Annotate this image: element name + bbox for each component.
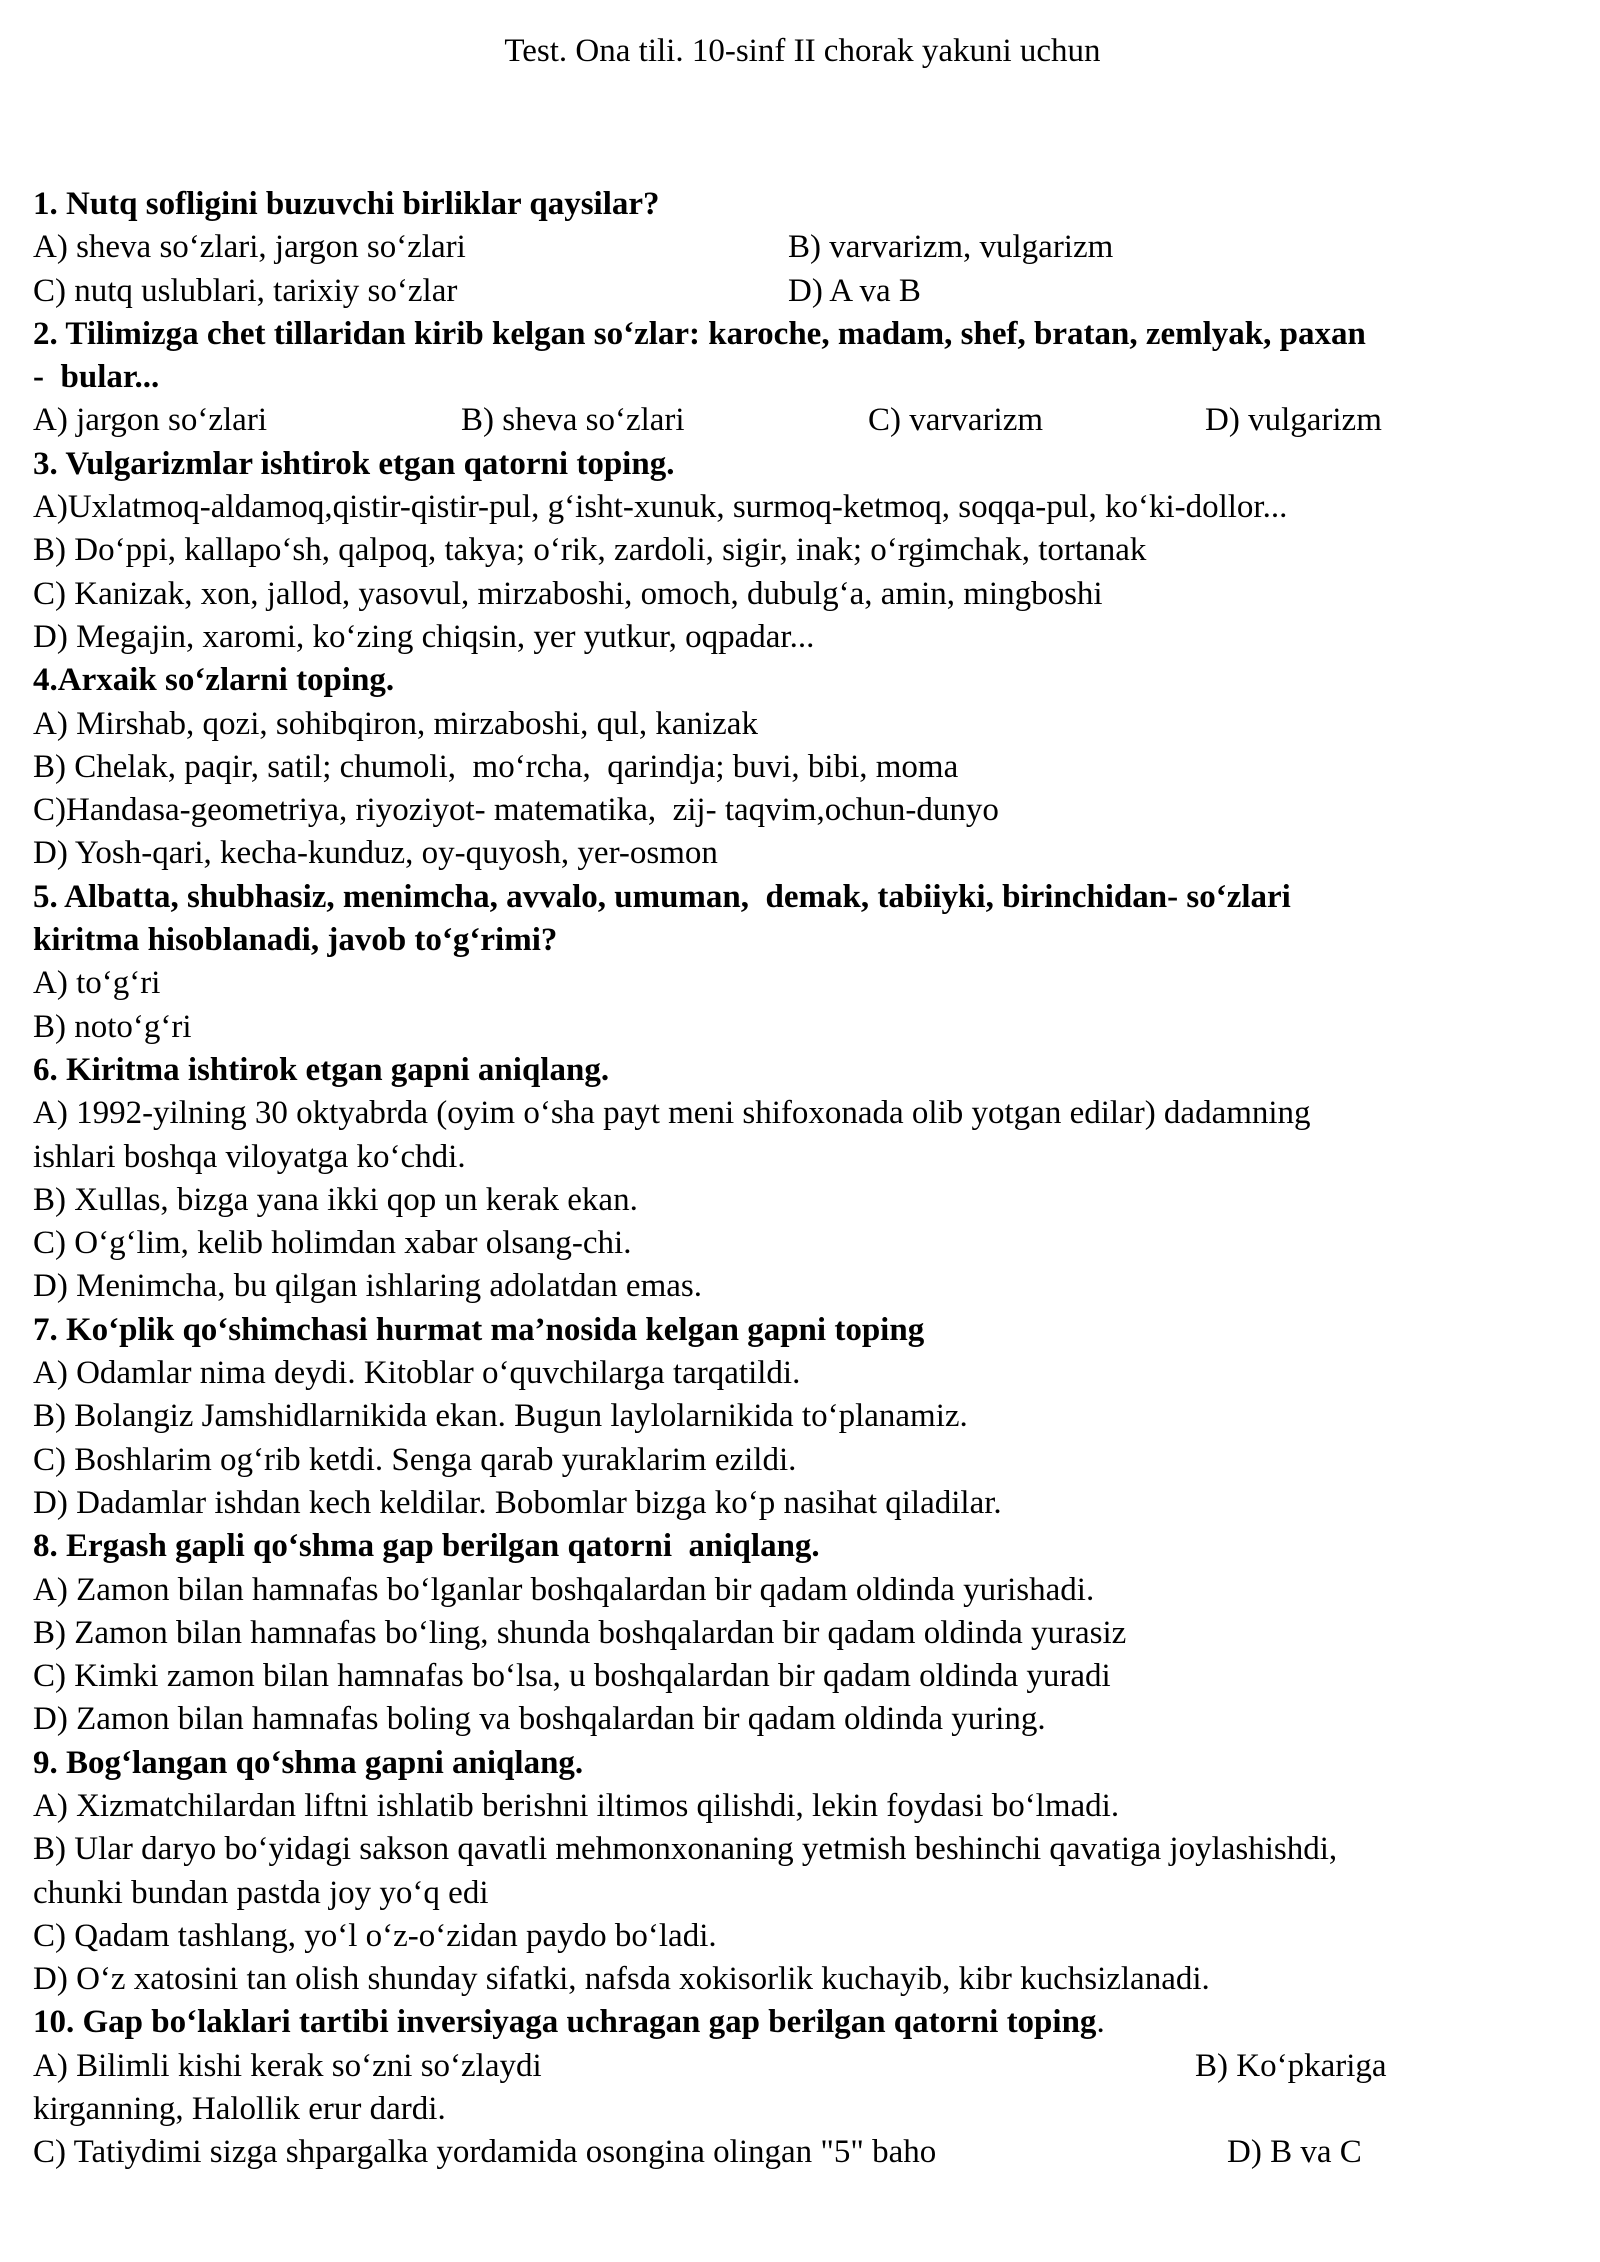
q4-option (33, 703, 1572, 746)
q7-text: 7. Ko‘plik qo‘shimchasi hurmat ma’nosida kelgan gapni toping (33, 1311, 925, 1348)
q10-options-row (33, 2131, 1572, 2174)
q8-option (33, 1612, 1572, 1655)
q9-option-c: C) Qadam tashlang, yo‘l o‘z-o‘zidan paydo bo‘ladi. (33, 1917, 717, 1954)
q1-options-row (33, 226, 1572, 269)
q8-text: 8. Ergash gapli qo‘shma gap berilgan qatorni aniqlang. (33, 1528, 820, 1565)
q7-option-c: C) Boshlarim og‘rib ketdi. Senga qarab yuraklarim ezildi. (33, 1441, 797, 1478)
q2-option-d: D) vulgarizm (1205, 402, 1382, 439)
q4-heading (33, 659, 1572, 702)
q9-option-b: chunki bundan pastda joy yo‘q edi (33, 1874, 489, 1911)
q5-option-b: B) noto‘g‘ri (33, 1008, 192, 1045)
q6-option-d: D) Menimcha, bu qilgan ishlaring adolatdan emas. (33, 1268, 702, 1305)
q8-option-b: B) Zamon bilan hamnafas bo‘ling, shunda boshqalardan bir qadam oldinda yurasiz (33, 1614, 1127, 1651)
q1-text: 1. Nutq sofligini buzuvchi birliklar qaysilar? (33, 186, 660, 222)
q8-option (33, 1569, 1572, 1612)
q7-option (33, 1352, 1572, 1395)
q1-heading (33, 183, 1572, 226)
question-9 (33, 1742, 1572, 2002)
q10-option-b: B) Ko‘pkariga (1195, 2047, 1387, 2084)
q7-option (33, 1439, 1572, 1482)
q9-option (33, 1785, 1572, 1828)
q5-option-a: A) to‘g‘ri (33, 965, 161, 1002)
q6-option (33, 1222, 1572, 1265)
q5-text: kiritma hisoblanadi, javob to‘g‘rimi? (33, 922, 558, 959)
document-title: Test. Ona tili. 10-sinf II chorak yakuni uchun (504, 33, 1101, 69)
q4-option (33, 832, 1572, 875)
q1-option-d: D) A va B (788, 272, 921, 309)
question-7 (33, 1309, 1572, 1525)
q6-option-a: A) 1992-yilning 30 oktyabrda (oyim o‘sha payt meni shifoxonada olib yotgan edilar) dadamning (33, 1095, 1311, 1132)
q4-text: 4.Arxaik so‘zlarni toping. (33, 662, 395, 699)
q7-option (33, 1395, 1572, 1438)
question-10 (33, 2001, 1572, 2174)
q2-heading-continued (33, 356, 1572, 399)
q7-option-b: B) Bolangiz Jamshidlarnikida ekan. Bugun laylolarnikida to‘planamiz. (33, 1398, 968, 1435)
q4-option-c: C)Handasa-geometriya, riyoziyot- matematika, zij- taqvim,ochun-dunyo (33, 792, 999, 829)
q6-option (33, 1179, 1572, 1222)
q4-option (33, 789, 1572, 832)
q6-option (33, 1265, 1572, 1308)
question-8 (33, 1525, 1572, 1741)
q3-text: 3. Vulgarizmlar ishtirok etgan qatorni toping. (33, 445, 675, 482)
q4-option-a: A) Mirshab, qozi, sohibqiron, mirzaboshi, qul, kanizak (33, 705, 758, 742)
question-3 (33, 443, 1572, 659)
q8-option-a: A) Zamon bilan hamnafas bo‘lganlar boshqalardan bir qadam oldinda yurishadi. (33, 1571, 1095, 1608)
q10-text: . (1096, 2004, 1105, 2041)
q8-heading (33, 1525, 1572, 1568)
q2-text: 2. Tilimizga chet tillaridan kirib kelgan so‘zlar: karoche, madam, shef, bratan, zemlyak, paxan (33, 315, 1366, 352)
q3-option-a: A)Uxlatmoq-aldamoq,qistir-qistir-pul, g‘isht-xunuk, surmoq-ketmoq, soqqa-pul, ko‘ki-dollor... (33, 489, 1288, 526)
q3-option-b: B) Do‘ppi, kallapo‘sh, qalpoq, takya; o‘rik, zardoli, sigir, inak; o‘rgimchak, tortanak (33, 532, 1147, 569)
q5-text: 5. Albatta, shubhasiz, menimcha, avvalo, umuman, demak, tabiiyki, birinchidan- so‘zlari (33, 878, 1291, 915)
q6-option-b: B) Xullas, bizga yana ikki qop un kerak ekan. (33, 1181, 638, 1218)
q8-option-c: C) Kimki zamon bilan hamnafas bo‘lsa, u boshqalardan bir qadam oldinda yuradi (33, 1658, 1111, 1695)
q6-option-continued (33, 1136, 1572, 1179)
q7-option-a: A) Odamlar nima deydi. Kitoblar o‘quvchilarga tarqatildi. (33, 1355, 801, 1392)
q2-options-row (33, 399, 1572, 442)
q9-option (33, 1828, 1572, 1871)
q10-text: 10. Gap bo‘laklari tartibi inversiyaga uchragan gap berilgan qatorni toping (33, 2004, 1097, 2041)
q3-option (33, 486, 1572, 529)
question-2 (33, 313, 1572, 443)
q9-text: 9. Bog‘langan qo‘shma gapni aniqlang. (33, 1744, 584, 1781)
q8-option (33, 1655, 1572, 1698)
q7-option (33, 1482, 1572, 1525)
q9-heading (33, 1742, 1572, 1785)
q9-option-d: D) O‘z xatosini tan olish shunday sifatki, nafsda xokisorlik kuchayib, kibr kuchsizlanadi. (33, 1961, 1210, 1998)
q10-option-a: A) Bilimli kishi kerak so‘zni so‘zlaydi (33, 2047, 542, 2084)
q2-heading (33, 313, 1572, 356)
q3-option-c: C) Kanizak, xon, jallod, yasovul, mirzaboshi, omoch, dubulg‘a, amin, mingboshi (33, 575, 1103, 612)
q2-text: - bular... (33, 359, 160, 396)
q5-heading (33, 876, 1572, 919)
q1-option-a: A) sheva so‘zlari, jargon so‘zlari (33, 229, 466, 266)
q7-heading (33, 1309, 1572, 1352)
q5-option (33, 962, 1572, 1005)
q9-option (33, 1958, 1572, 2001)
q6-option (33, 1092, 1572, 1135)
q8-option-d: D) Zamon bilan hamnafas boling va boshqalardan bir qadam oldinda yuring. (33, 1701, 1046, 1738)
q5-heading-continued (33, 919, 1572, 962)
q6-text: 6. Kiritma ishtirok etgan gapni aniqlang. (33, 1051, 610, 1088)
q4-option (33, 746, 1572, 789)
q3-option-d: D) Megajin, xaromi, ko‘zing chiqsin, yer yutkur, oqpadar... (33, 618, 815, 655)
q2-option-c: C) varvarizm (868, 402, 1044, 439)
q10-option-c: C) Tatiydimi sizga shpargalka yordamida osongina olingan "5" baho (33, 2134, 937, 2171)
q9-option (33, 1915, 1572, 1958)
q5-option (33, 1006, 1572, 1049)
q6-heading (33, 1049, 1572, 1092)
q9-option-a: A) Xizmatchilardan liftni ishlatib berishni iltimos qilishdi, lekin foydasi bo‘lmadi. (33, 1787, 1120, 1824)
q4-option-b: B) Chelak, paqir, satil; chumoli, mo‘rcha, qarindja; buvi, bibi, moma (33, 748, 959, 785)
q10-options-row (33, 2045, 1572, 2088)
q8-option (33, 1698, 1572, 1741)
question-5 (33, 876, 1572, 1049)
q1-option-b: B) varvarizm, vulgarizm (788, 229, 1114, 266)
question-6 (33, 1049, 1572, 1309)
q3-option (33, 616, 1572, 659)
q3-option (33, 573, 1572, 616)
q10-heading (33, 2001, 1572, 2044)
q9-option-continued (33, 1872, 1572, 1915)
q2-option-a: A) jargon so‘zlari (33, 402, 267, 439)
q9-option-b: B) Ular daryo bo‘yidagi sakson qavatli mehmonxonaning yetmish beshinchi qavatiga joylashishdi, (33, 1831, 1338, 1868)
question-1 (33, 183, 1572, 313)
q1-options-row (33, 270, 1572, 313)
question-4 (33, 659, 1572, 875)
q10-option-continued (33, 2088, 1572, 2131)
questions-container (33, 183, 1572, 2175)
q6-option-a: ishlari boshqa viloyatga ko‘chdi. (33, 1138, 466, 1175)
q2-option-b: B) sheva so‘zlari (461, 402, 685, 439)
q4-option-d: D) Yosh-qari, kecha-kunduz, oy-quyosh, yer-osmon (33, 835, 718, 872)
q1-option-c: C) nutq uslublari, tarixiy so‘zlar (33, 272, 458, 309)
q3-option (33, 529, 1572, 572)
q10-option-b: kirganning, Halollik erur dardi. (33, 2091, 446, 2128)
q10-option-d: D) B va C (1227, 2134, 1362, 2171)
q6-option-c: C) O‘g‘lim, kelib holimdan xabar olsang-chi. (33, 1225, 632, 1262)
q7-option-d: D) Dadamlar ishdan kech keldilar. Bobomlar bizga ko‘p nasihat qiladilar. (33, 1484, 1002, 1521)
q3-heading (33, 443, 1572, 486)
